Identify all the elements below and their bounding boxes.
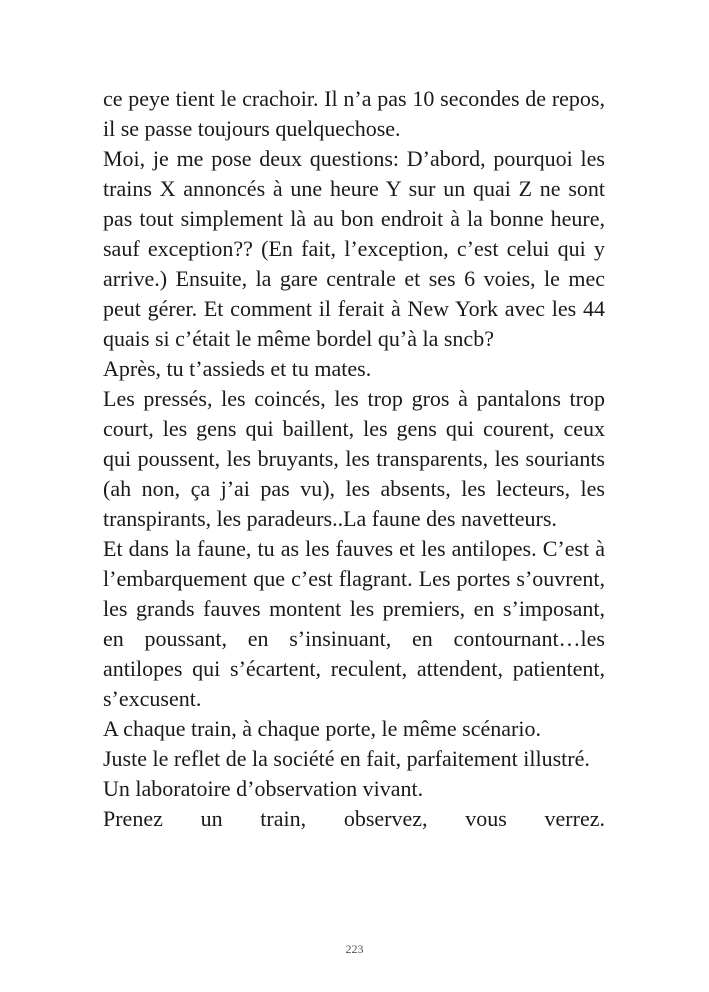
paragraph: Après, tu t’assieds et tu mates.	[103, 356, 372, 381]
paragraph: Les pressés, les coincés, les trop gros à pantalons trop court, les gens qui baillent, les gens qui courent, ceux qui poussent, les bruyants, les transparents, les souriants (ah non, ça j’ai pas vu), les absents, les lecteurs, les transpirants, les paradeurs..La faune des navetteurs.	[103, 386, 605, 531]
paragraph: Prenez un train, observez, vous verrez.	[103, 806, 605, 831]
paragraph: Moi, je me pose deux questions: D’abord, pourquoi les trains X annoncés à une heure Y sur un quai Z ne sont pas tout simplement là au bon endroit à la bonne heure, sauf exception?? (En fait, l’exception, c’est celui qui y arrive.) Ensuite, la gare centrale et ses 6 voies, le mec peut gérer. Et comment il ferait à New York avec les 44 quais si c’était le même bordel qu’à la sncb?	[103, 146, 605, 351]
page-number: 223	[345, 942, 364, 956]
paragraph: ce peye tient le crachoir. Il n’a pas 10 secondes de repos, il se passe toujours quelquechose.	[103, 86, 605, 141]
paragraph: Et dans la faune, tu as les fauves et les antilopes. C’est à l’embarquement que c’est flagrant. Les portes s’ouvrent, les grands fauves montent les premiers, en s’imposant, en poussant, en s’insinuant, en contournant…les antilopes qui s’écartent, reculent, attendent, patientent, s’excusent.	[103, 536, 605, 711]
paragraph: Un laboratoire d’observation vivant.	[103, 776, 424, 801]
body-text	[103, 84, 605, 834]
paragraph: Juste le reflet de la société en fait, parfaitement illustré.	[103, 746, 590, 771]
paragraph: A chaque train, à chaque porte, le même scénario.	[103, 716, 541, 741]
